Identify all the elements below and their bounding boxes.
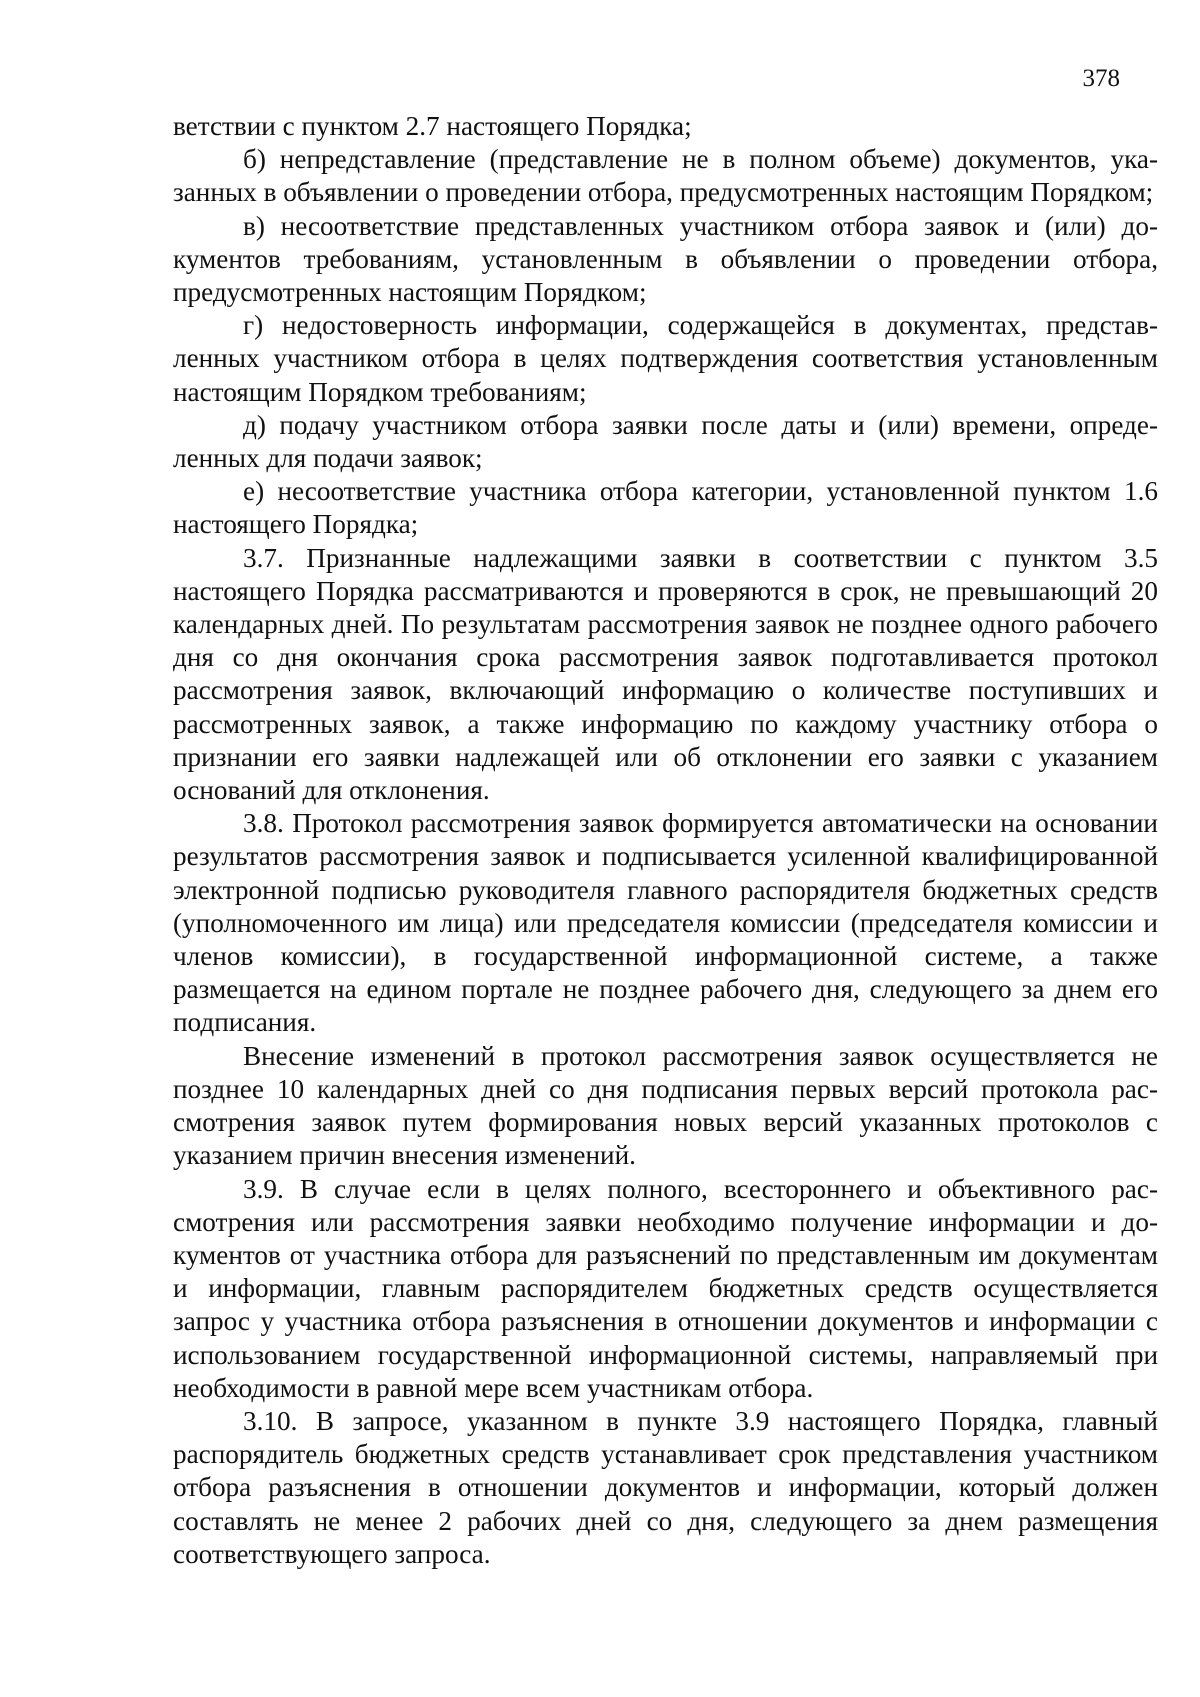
paragraph-item-b: б) непредставление (представление не в полном объеме) документов, указанных в объявлении о проведении отбора, предусмотренных настоящим Порядком; <box>173 144 1158 208</box>
paragraph-amendments: Внесение изменений в протокол рассмотрения заявок осуществляется не позднее 10 календарных дней со дня подписания первых версий протокола рассмотрения заявок путем формирования новых версий указанных протоколов с указанием причин внесения изменений. <box>173 1040 1158 1171</box>
paragraph-continuation: ветствии с пунктом 2.7 настоящего Порядка; <box>173 111 692 141</box>
paragraph-item-d: д) подачу участником отбора заявки после даты и (или) времени, определенных для подачи заявок; <box>173 409 1158 474</box>
paragraph-item-g: г) недостоверность информации, содержащейся в документах, представленных участником отбора в целях подтверждения соответствия установленным настоящим Порядком требованиям; <box>173 310 1158 407</box>
paragraph-3-8: 3.8. Протокол рассмотрения заявок формируется автоматически на основании результатов рассмотрения заявок и подписывается усиленной квалифицированной электронной подписью руководителя главного распорядителя бюджетных средств (уполномоченного им лица) или председателя комиссии (председателя комиссии и членов комиссии), в государственной информационной системе, а также размещается на едином портале не позднее рабочего дня, следующего за днем его подписания. <box>173 808 1158 1038</box>
paragraph-3-9: 3.9. В случае если в целях полного, всестороннего и объективного рассмотрения или рассмотрения заявки необходимо получение информации и документов от участника отбора для разъяснений по представленным им документам и информации, главным распорядителем бюджетных средств осуществляется запрос у участника отбора разъяснения в отношении документов и информации с использованием государственной информационной системы, направляемый при необходимости в равной мере всем участникам отбора. <box>173 1173 1158 1403</box>
document-body <box>173 110 1158 1571</box>
paragraph-item-e: е) несоответствие участника отбора категории, установленной пунктом 1.6 настоящего Порядка; <box>173 476 1158 540</box>
page-number: 378 <box>1082 65 1120 92</box>
paragraph-item-v: в) несоответствие представленных участником отбора заявок и (или) документов требованиям, установленным в объявлении о проведении отбора, предусмотренных настоящим Порядком; <box>173 210 1158 308</box>
paragraph-3-7: 3.7. Признанные надлежащими заявки в соответствии с пунктом 3.5 настоящего Порядка рассматриваются и проверяются в срок, не превышающий 20 календарных дней. По результатам рассмотрения заявок не позднее одного рабочего дня со дня окончания срока рассмотрения заявок подготавливается протокол рассмотрения заявок, включающий информацию о количестве поступивших и рассмотренных заявок, а также информацию по каждому участнику отбора о признании его заявки надлежащей или об отклонении его заявки с указанием оснований для отклонения. <box>173 542 1158 806</box>
paragraph-3-10: 3.10. В запросе, указанном в пункте 3.9 настоящего Порядка, главный распорядитель бюджетных средств устанавливает срок представления участником отбора разъяснения в отношении документов и информации, который должен составлять не менее 2 рабочих дней со дня, следующего за днем размещения соответствующего запроса. <box>173 1405 1158 1569</box>
